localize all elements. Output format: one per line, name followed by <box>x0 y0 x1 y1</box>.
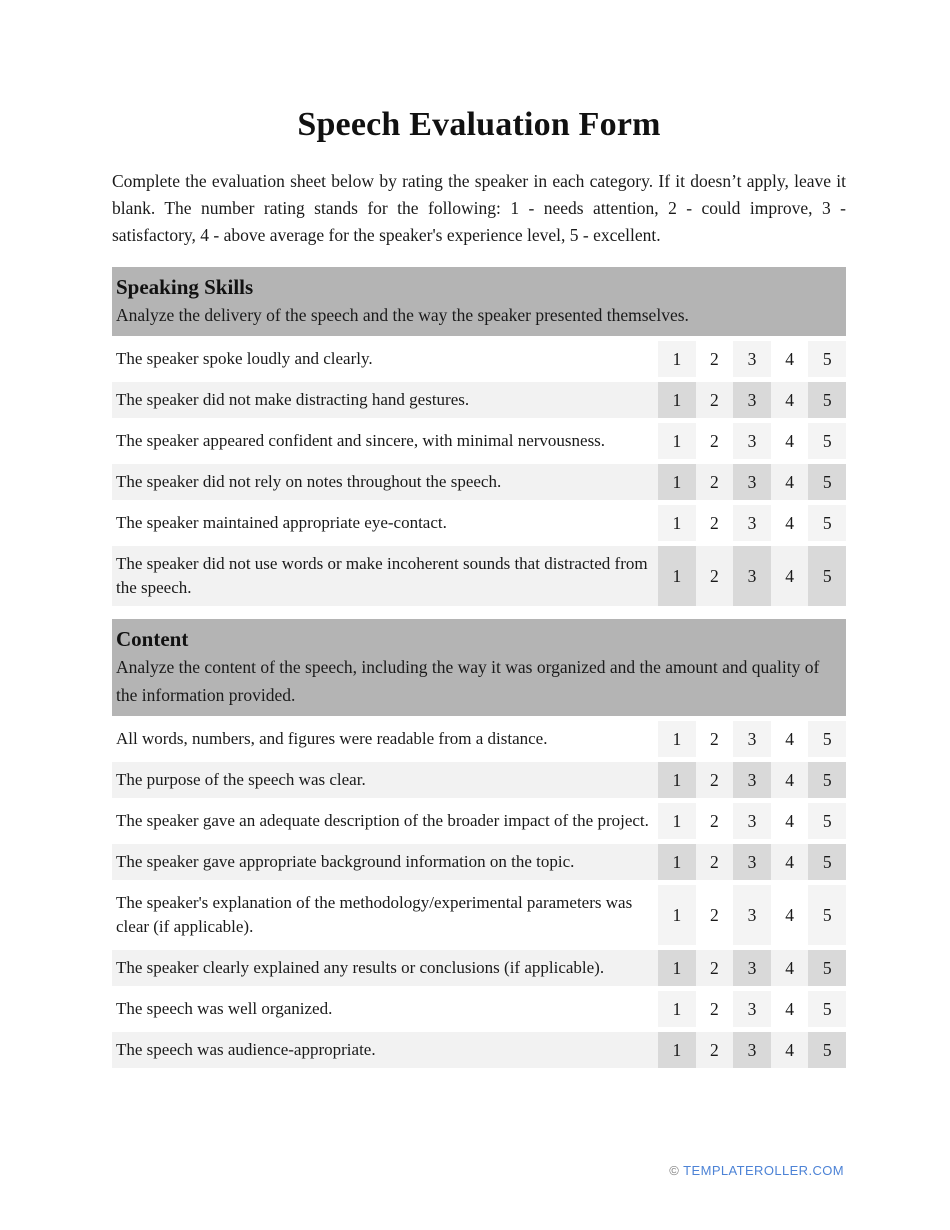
rating-cell-3[interactable]: 3 <box>733 950 771 986</box>
table-row <box>112 803 846 839</box>
rating-cell-5[interactable]: 5 <box>808 423 846 459</box>
rating-cell-2[interactable]: 2 <box>710 348 719 369</box>
statement-text: The speaker did not make distracting hand gestures. <box>116 390 470 409</box>
rating-cell-3[interactable]: 3 <box>733 844 771 880</box>
rating-cell-2[interactable]: 2 <box>710 851 719 872</box>
rating-cell-4[interactable]: 4 <box>785 810 794 831</box>
rating-cells <box>658 885 846 945</box>
rating-cell-5[interactable]: 5 <box>808 546 846 606</box>
rating-cell-3[interactable]: 3 <box>733 546 771 606</box>
section-header-content <box>112 619 846 716</box>
rating-cell-2[interactable]: 2 <box>710 957 719 978</box>
rating-cell-5[interactable]: 5 <box>808 885 846 945</box>
rating-cell-4[interactable]: 4 <box>785 565 794 586</box>
rating-cell-4[interactable]: 4 <box>785 471 794 492</box>
section-content <box>112 619 846 1068</box>
statement-text: The speaker gave an adequate description of the broader impact of the project. <box>116 811 649 830</box>
rating-cell-4[interactable]: 4 <box>785 389 794 410</box>
table-row <box>112 885 846 945</box>
rating-cell-2[interactable]: 2 <box>710 389 719 410</box>
rating-cell-5[interactable]: 5 <box>808 341 846 377</box>
table-row <box>112 423 846 459</box>
table-row <box>112 1032 846 1068</box>
table-row <box>112 546 846 606</box>
rating-cell-2[interactable]: 2 <box>710 471 719 492</box>
rating-cells <box>658 505 846 541</box>
rating-cell-2[interactable]: 2 <box>710 430 719 451</box>
statement-text: The speaker spoke loudly and clearly. <box>116 349 373 368</box>
rating-cell-1[interactable]: 1 <box>658 464 696 500</box>
rating-cell-1[interactable]: 1 <box>658 950 696 986</box>
rating-cell-2[interactable]: 2 <box>710 810 719 831</box>
statement-text: The speaker clearly explained any results or conclusions (if applicable). <box>116 958 605 977</box>
statement-text: All words, numbers, and figures were readable from a distance. <box>116 729 548 748</box>
table-row <box>112 505 846 541</box>
section-heading: Speaking Skills <box>116 275 254 299</box>
rating-cell-4[interactable]: 4 <box>785 430 794 451</box>
document-content <box>112 0 846 1068</box>
rating-cell-3[interactable]: 3 <box>733 341 771 377</box>
rating-cell-5[interactable]: 5 <box>808 505 846 541</box>
rating-cell-3[interactable]: 3 <box>733 505 771 541</box>
rating-cell-5[interactable]: 5 <box>808 803 846 839</box>
rating-cell-1[interactable]: 1 <box>658 546 696 606</box>
form-body <box>112 267 846 1068</box>
rating-cells <box>658 423 846 459</box>
rating-cell-2[interactable]: 2 <box>710 1039 719 1060</box>
rating-cell-5[interactable]: 5 <box>808 1032 846 1068</box>
rating-cells <box>658 991 846 1027</box>
rating-cell-5[interactable]: 5 <box>808 991 846 1027</box>
rating-cell-3[interactable]: 3 <box>733 762 771 798</box>
statement-text: The speaker maintained appropriate eye-contact. <box>116 513 447 532</box>
section-header-speaking-skills <box>112 267 846 336</box>
templateroller-link[interactable]: TEMPLATEROLLER.COM <box>683 1163 844 1178</box>
rating-cells <box>658 464 846 500</box>
rating-cell-4[interactable]: 4 <box>785 769 794 790</box>
section-heading: Content <box>116 627 189 651</box>
rating-cells <box>658 844 846 880</box>
statement-text: The purpose of the speech was clear. <box>116 770 366 789</box>
rating-cells <box>658 546 846 606</box>
rating-cell-1[interactable]: 1 <box>658 844 696 880</box>
statement-text: The speech was audience-appropriate. <box>116 1040 376 1059</box>
rating-cell-1[interactable]: 1 <box>658 1032 696 1068</box>
page-footer <box>669 1163 844 1178</box>
rating-cell-4[interactable]: 4 <box>785 512 794 533</box>
rating-cell-3[interactable]: 3 <box>733 721 771 757</box>
rating-cells <box>658 803 846 839</box>
rating-cell-2[interactable]: 2 <box>710 565 719 586</box>
rating-cell-3[interactable]: 3 <box>733 423 771 459</box>
table-row <box>112 721 846 757</box>
rating-cell-3[interactable]: 3 <box>733 991 771 1027</box>
rating-cell-2[interactable]: 2 <box>710 998 719 1019</box>
intro-paragraph: Complete the evaluation sheet below by rating the speaker in each category. If it doesn’t apply, leave it blank. The number rating stands for the following: 1 - needs attention, 2 - could improve, 3 - satisfactory, 4 - above average for the speaker's experience level, 5 - excellent. <box>112 171 846 245</box>
rating-cell-5[interactable]: 5 <box>808 762 846 798</box>
rating-cell-3[interactable]: 3 <box>733 885 771 945</box>
rating-cell-5[interactable]: 5 <box>808 464 846 500</box>
section-description: Analyze the delivery of the speech and the way the speaker presented themselves. <box>116 305 689 325</box>
rating-cell-1[interactable]: 1 <box>658 885 696 945</box>
copyright-icon: © <box>669 1163 680 1178</box>
statement-text: The speaker's explanation of the methodology/experimental parameters was clear (if applicable). <box>116 893 633 936</box>
rating-cell-3[interactable]: 3 <box>733 803 771 839</box>
table-row <box>112 950 846 986</box>
rating-cells <box>658 382 846 418</box>
rating-cell-5[interactable]: 5 <box>808 382 846 418</box>
rating-cell-1[interactable]: 1 <box>658 762 696 798</box>
rating-cell-3[interactable]: 3 <box>733 1032 771 1068</box>
rating-cell-4[interactable]: 4 <box>785 957 794 978</box>
rating-cell-2[interactable]: 2 <box>710 904 719 925</box>
statement-text: The speaker did not rely on notes throughout the speech. <box>116 472 502 491</box>
rating-cell-2[interactable]: 2 <box>710 512 719 533</box>
rating-cell-2[interactable]: 2 <box>710 769 719 790</box>
section-speaking-skills <box>112 267 846 606</box>
rating-cell-2[interactable]: 2 <box>710 728 719 749</box>
table-row <box>112 762 846 798</box>
rating-cell-4[interactable]: 4 <box>785 728 794 749</box>
rating-cell-1[interactable]: 1 <box>658 721 696 757</box>
table-row <box>112 382 846 418</box>
rating-cell-4[interactable]: 4 <box>785 904 794 925</box>
rating-cell-1[interactable]: 1 <box>658 991 696 1027</box>
rating-cell-3[interactable]: 3 <box>733 464 771 500</box>
rating-cells <box>658 1032 846 1068</box>
rating-cell-4[interactable]: 4 <box>785 1039 794 1060</box>
rating-cell-5[interactable]: 5 <box>808 721 846 757</box>
rating-cells <box>658 950 846 986</box>
rating-cells <box>658 721 846 757</box>
statement-text: The speaker appeared confident and sincere, with minimal nervousness. <box>116 431 606 450</box>
page-title: Speech Evaluation Form <box>297 106 661 143</box>
rating-cells <box>658 341 846 377</box>
rating-cell-1[interactable]: 1 <box>658 382 696 418</box>
rating-cell-1[interactable]: 1 <box>658 423 696 459</box>
rating-cell-3[interactable]: 3 <box>733 382 771 418</box>
table-row <box>112 464 846 500</box>
rating-cell-1[interactable]: 1 <box>658 803 696 839</box>
rating-cell-4[interactable]: 4 <box>785 851 794 872</box>
rating-cell-1[interactable]: 1 <box>658 341 696 377</box>
table-row <box>112 844 846 880</box>
rating-cell-4[interactable]: 4 <box>785 998 794 1019</box>
rating-cell-4[interactable]: 4 <box>785 348 794 369</box>
statement-text: The speech was well organized. <box>116 999 333 1018</box>
statement-text: The speaker gave appropriate background information on the topic. <box>116 852 575 871</box>
rating-cell-1[interactable]: 1 <box>658 505 696 541</box>
table-row <box>112 991 846 1027</box>
table-row <box>112 341 846 377</box>
rating-cell-5[interactable]: 5 <box>808 950 846 986</box>
rating-cells <box>658 762 846 798</box>
rating-cell-5[interactable]: 5 <box>808 844 846 880</box>
section-description: Analyze the content of the speech, including the way it was organized and the amount and quality of the information provided. <box>116 657 820 705</box>
statement-text: The speaker did not use words or make incoherent sounds that distracted from the speech. <box>116 554 648 597</box>
